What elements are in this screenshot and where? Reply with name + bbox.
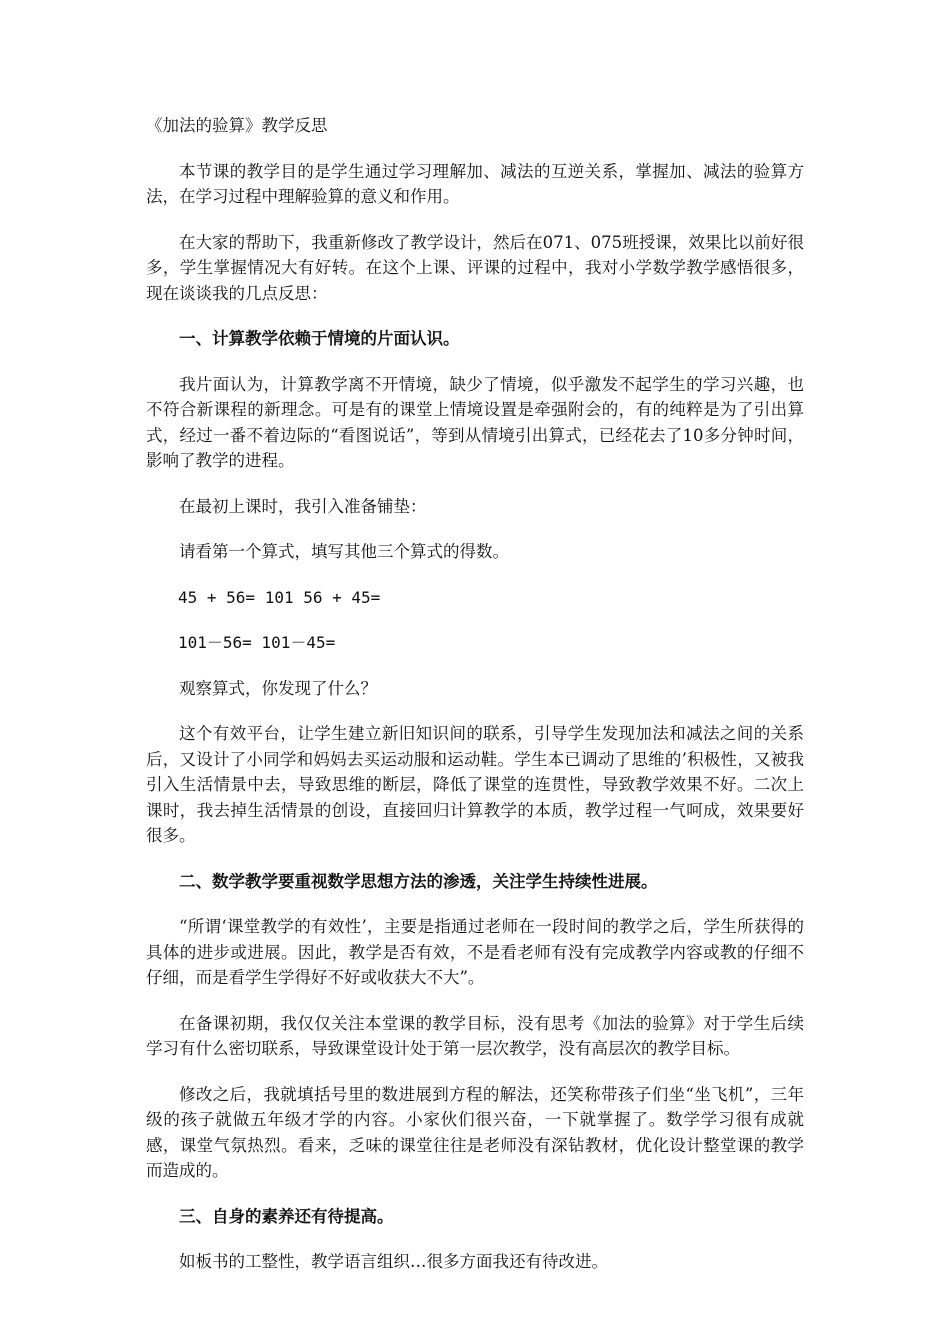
section-1-paragraph: 在最初上课时，我引入准备铺垫： [179, 496, 427, 516]
intro-paragraph: 本节课的教学目的是学生通过学习理解加、减法的互逆关系，掌握加、减法的验算方法，在学习过程中理解验算的意义和作用。 [146, 161, 804, 206]
section-heading-2: 二、数学教学要重视数学思想方法的渗透，关注学生持续性进展。 [179, 871, 658, 891]
section-2-paragraph: 修改之后，我就填括号里的数进展到方程的解法，还笑称带孩子们坐“坐飞机”，三年级的孩子就做五年级才学的内容。小家伙们很兴奋，一下就掌握了。数学学习很有成就感，课堂气氛热烈。看来，乏味的课堂往往是老师没有深钻教材，优化设计整堂课的教学而造成的。 [146, 1084, 804, 1180]
section-3-paragraph: 如板书的工整性，教学语言组织…很多方面我还有待改进。 [179, 1252, 608, 1271]
document-body [146, 113, 804, 1295]
background-paragraph: 在大家的帮助下，我重新修改了教学设计，然后在071、075班授课，效果比以前好很多，学生掌握情况大有好转。在这个上课、评课的过程中，我对小学数学教学感悟很多，现在谈谈我的几点反思： [146, 232, 804, 303]
formula-line: 45 + 56= 101 56 + 45= [178, 587, 381, 607]
section-1-paragraph: 请看第一个算式，填写其他三个算式的得数。 [179, 542, 509, 561]
formula-line: 101－56= 101－45= [178, 633, 336, 652]
section-heading-3: 三、自身的素养还有待提高。 [179, 1206, 394, 1226]
section-1-paragraph: 我片面认为，计算教学离不开情境，缺少了情境，似乎激发不起学生的学习兴趣，也不符合新课程的新理念。可是有的课堂上情境设置是牵强附会的，有的纯粹是为了引出算式，经过一番不着边际的“看图说话”，等到从情境引出算式，已经花去了10多分钟时间，影响了教学的进程。 [146, 374, 804, 470]
section-1-paragraph: 这个有效平台，让学生建立新旧知识间的联系，引导学生发现加法和减法之间的关系后，又设计了小同学和妈妈去买运动服和运动鞋。学生本已调动了思维的’积极性，又被我引入生活情景中去，导致思维的断层，降低了课堂的连贯性，导致教学效果不好。二次上课时，我去掉生活情景的创设，直接回归计算教学的本质，教学过程一气呵成，效果要好很多。 [146, 724, 804, 845]
section-heading-1: 一、计算教学依赖于情境的片面认识。 [179, 329, 460, 348]
section-2-paragraph: “所谓‘课堂教学的有效性’，主要是指通过老师在一段时间的教学之后，学生所获得的具体的进步或进展。因此，教学是否有效，不是看老师有没有完成教学内容或教的仔细不仔细，而是看学生学得好不好或收获大不大”。 [146, 917, 804, 987]
section-1-paragraph: 观察算式，你发现了什么？ [179, 678, 377, 698]
document-title: 《加法的验算》教学反思 [146, 116, 328, 135]
section-2-paragraph: 在备课初期，我仅仅关注本堂课的教学目标，没有思考《加法的验算》对于学生后续学习有什么密切联系，导致课堂设计处于第一层次教学，没有高层次的教学目标。 [146, 1013, 804, 1058]
